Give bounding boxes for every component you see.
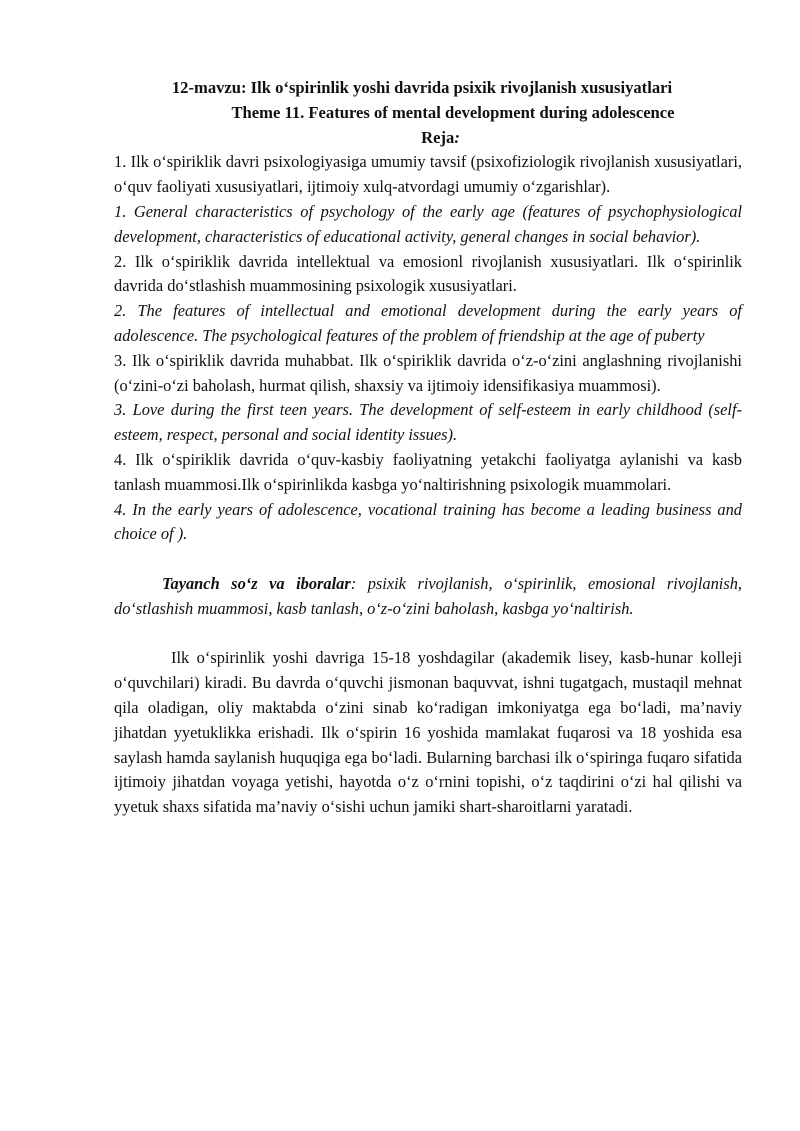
- body-paragraph: Ilk o‘spirinlik yoshi davriga 15-18 yoshdagilar (akademik lisey, kasb-hunar kolleji o‘quvchilari) kiradi. Bu davrda o‘quvchi jismonan baquvvat, ishni tugatgach, mustaqil mehnat qila oladigan, oliy maktabda o‘zini sinab ko‘radigan imkoniyatga ega bo‘ladi, ma’naviy jihatdan yyetuklikka erishadi. Ilk o‘spirin 16 yoshida mamlakat fuqarosi va 18 yoshida esa saylash hamda saylanish huquqiga ega bo‘ladi. Bularning barchasi ilk o‘spiringa fuqaro sifatida ijtimoiy jihatdan voyaga yetishi, hayotda o‘z o‘rnini topishi, o‘z taqdirini o‘zi hal qilishi va yyetuk shaxs sifatida ma’naviy o‘sishi uchun jamiki shart-sharoitlarni yaratadi.: [114, 648, 742, 817]
- plan-item-2-uzbek: 2. Ilk o‘spiriklik davrida intellektual va emosionl rivojlanish xususiyatlari. Ilk o‘spirinlik davrida do‘stlashish muammosining psixologik xususiyatlari.: [114, 251, 742, 296]
- plan-colon: :: [454, 127, 460, 147]
- keywords-list: psixik rivojlanish, o‘spirinlik, emosional rivojlanish, do‘stlashish muammosi, kasb tanlash, o‘z-o‘zini baholash, kasbga yo‘naltirish.: [114, 573, 742, 618]
- keywords-label: Tayanch so‘z va iboralar: [162, 573, 351, 593]
- plan-label: Reja: [421, 127, 455, 147]
- plan-item-1-english: 1. General characteristics of psychology of the early age (features of psychophysiological development, characteristics of educational activity, general changes in social behavior).: [114, 201, 742, 246]
- plan-item-4-uzbek: 4. Ilk o‘spiriklik davrida o‘quv-kasbiy faoliyatning yetakchi faoliyatga aylanishi va kasb tanlash muammosi.Ilk o‘spirinlikda kasbga yo‘naltirishning psixologik muammolari.: [114, 449, 742, 494]
- plan-heading: [114, 126, 742, 151]
- title-uzbek: 12-mavzu: Ilk o‘spirinlik yoshi davrida psixik rivojlanish xususiyatlari: [171, 78, 673, 97]
- title-english: Theme 11. Features of mental development during adolescence: [231, 102, 675, 122]
- plan-item-4-english: 4. In the early years of adolescence, vocational training has become a leading business and choice of ).: [114, 499, 742, 544]
- plan-item-2-english: 2. The features of intellectual and emotional development during the early years of adolescence. The psychological features of the problem of friendship at the age of puberty: [114, 301, 742, 345]
- plan-item-1-uzbek: 1. Ilk o‘spiriklik davri psixologiyasiga umumiy tavsif (psixofiziologik rivojlanish xususiyatlari, o‘quv faoliyati xususiyatlari, ijtimoiy xulq-atvordagi umumiy o‘zgarishlar).: [114, 152, 742, 197]
- plan-item-3-uzbek: 3. Ilk o‘spiriklik davrida muhabbat. Ilk o‘spiriklik davrida o‘z-o‘zini anglashning rivojlanishi (o‘zini-o‘zi baholash, hurmat qilish, shaxsiy va ijtimoiy idensifikasiya muammosi).: [114, 350, 742, 395]
- keywords-separator: :: [350, 573, 357, 593]
- plan-item-3-english: 3. Love during the first teen years. The development of self-esteem in early childhood (self-esteem, respect, personal and social identity issues).: [114, 400, 742, 445]
- keywords-paragraph: [114, 572, 742, 622]
- document-page: [114, 76, 742, 820]
